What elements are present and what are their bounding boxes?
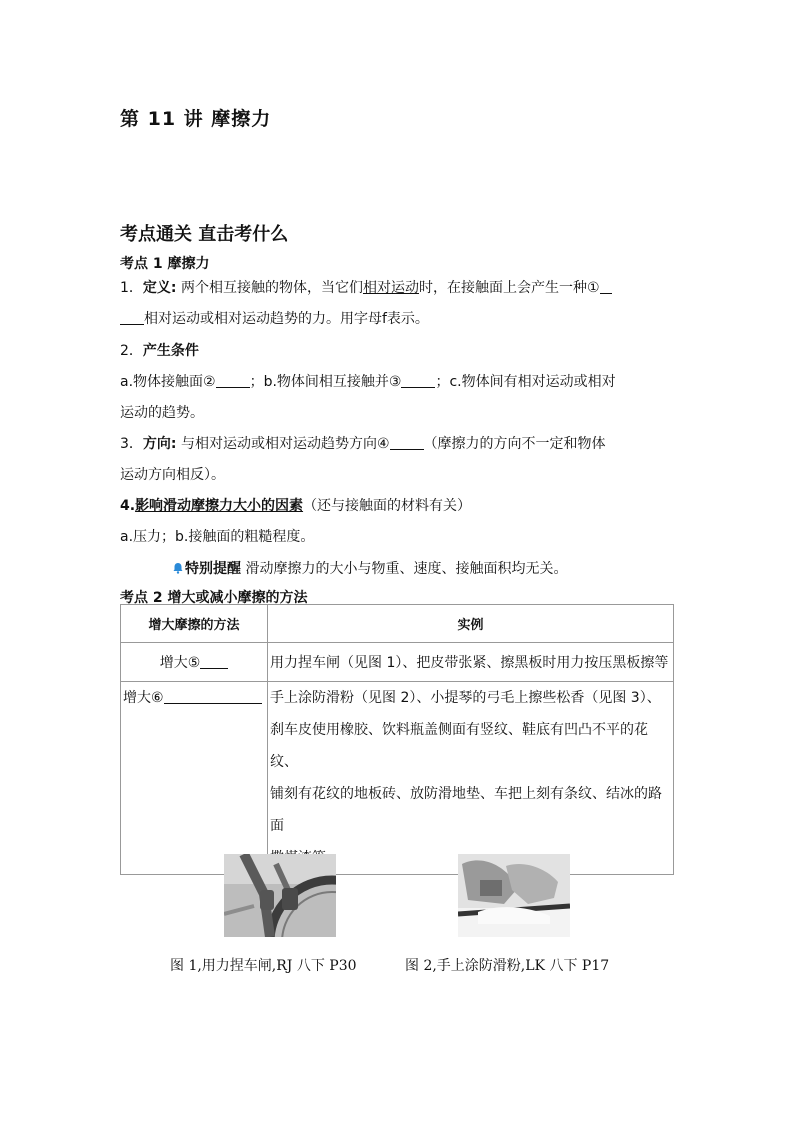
dir-label: 方向: <box>142 436 177 452</box>
def-label: 定义: <box>142 280 177 296</box>
page-title: 第 11 讲 摩擦力 <box>120 108 272 130</box>
factor-note: （还与接触面的材料有关） <box>303 498 472 514</box>
method-label: 增大⑤ <box>159 655 201 671</box>
bicycle-brake-photo <box>224 854 336 937</box>
table-cell-method <box>121 682 268 875</box>
condition-line-1 <box>120 367 616 398</box>
example-line: 刹车皮使用橡胶、饮料瓶盖侧面有竖纹、鞋底有凹凸不平的花纹、 <box>270 722 648 770</box>
table-header-examples: 实例 <box>268 605 674 643</box>
tip-text: 滑动摩擦力的大小与物重、速度、接触面积均无关。 <box>241 561 568 577</box>
condition-line-2: 运动的趋势。 <box>120 405 204 421</box>
def-text-2: 时，在接触面上会产生一种① <box>418 280 600 296</box>
cond-b: ；b.物体间相互接触并③ <box>249 374 402 390</box>
section-heading: 考点通关 直击考什么 <box>120 224 289 245</box>
bell-icon <box>172 562 184 574</box>
blank-1a <box>600 279 612 294</box>
table-cell-examples <box>268 643 674 682</box>
blank-1b <box>120 310 144 325</box>
table-header-row <box>121 605 674 643</box>
blank-4 <box>390 435 424 450</box>
direction-line-1 <box>120 429 606 460</box>
def-number: 1． <box>120 280 143 296</box>
factor-label: 影响滑动摩擦力大小的因素 <box>135 498 304 514</box>
kp1-heading: 考点 1 摩擦力 <box>120 256 210 272</box>
method-label: 增大⑥ <box>123 690 164 706</box>
definition-line-1 <box>120 273 612 304</box>
blank-5 <box>200 654 228 669</box>
kp2-heading: 考点 2 增大或减小摩擦的方法 <box>120 590 308 606</box>
cond-c: ；c.物体间有相对运动或相对 <box>435 374 616 390</box>
friction-method-table <box>120 604 674 875</box>
table-cell-method <box>121 643 268 682</box>
factor-items: a.压力；b.接触面的粗糙程度。 <box>120 529 315 545</box>
table-cell-examples <box>268 682 674 875</box>
table-row <box>121 682 674 875</box>
factor-number: 4. <box>120 498 136 514</box>
example-line: 用力捏车闸（见图 1）、把皮带张紧、擦黑板时用力按压黑板擦等 <box>270 655 669 671</box>
condition-heading <box>120 336 199 367</box>
cond-a: a.物体接触面② <box>120 374 216 390</box>
example-line: 铺刻有花纹的地板砖、放防滑地垫、车把上刻有条纹、结冰的路面 <box>270 786 662 834</box>
cond-number: 2． <box>120 343 143 359</box>
blank-3 <box>401 373 435 388</box>
dir-text-2: （摩擦力的方向不一定和物体 <box>423 436 606 452</box>
dir-number: 3． <box>120 436 143 452</box>
dir-text: 与相对运动或相对运动趋势方向④ <box>176 436 390 452</box>
definition-line-2 <box>120 304 429 335</box>
def-underlined: 相对运动 <box>362 280 419 296</box>
factor-line <box>120 491 471 522</box>
blank-2 <box>216 373 250 388</box>
table-header-method: 增大摩擦的方法 <box>121 605 268 643</box>
example-line: 手上涂防滑粉（见图 2）、小提琴的弓毛上擦些松香（见图 3）、 <box>270 690 661 706</box>
chalk-hands-photo <box>458 854 570 937</box>
special-tip <box>172 554 567 585</box>
cond-label: 产生条件 <box>142 343 199 359</box>
figure-1-caption: 图 1,用力捏车闸,RJ 八下 P30 <box>170 958 357 974</box>
blank-6 <box>164 689 262 704</box>
def-text-3: 相对运动或相对运动趋势的力。用字母f表示。 <box>144 311 429 327</box>
figure-2-caption: 图 2,手上涂防滑粉,LK 八下 P17 <box>405 958 610 974</box>
def-text: 两个相互接触的物体，当它们 <box>176 280 363 296</box>
direction-line-2: 运动方向相反）。 <box>120 467 225 483</box>
tip-label: 特别提醒 <box>185 561 241 577</box>
table-row <box>121 643 674 682</box>
